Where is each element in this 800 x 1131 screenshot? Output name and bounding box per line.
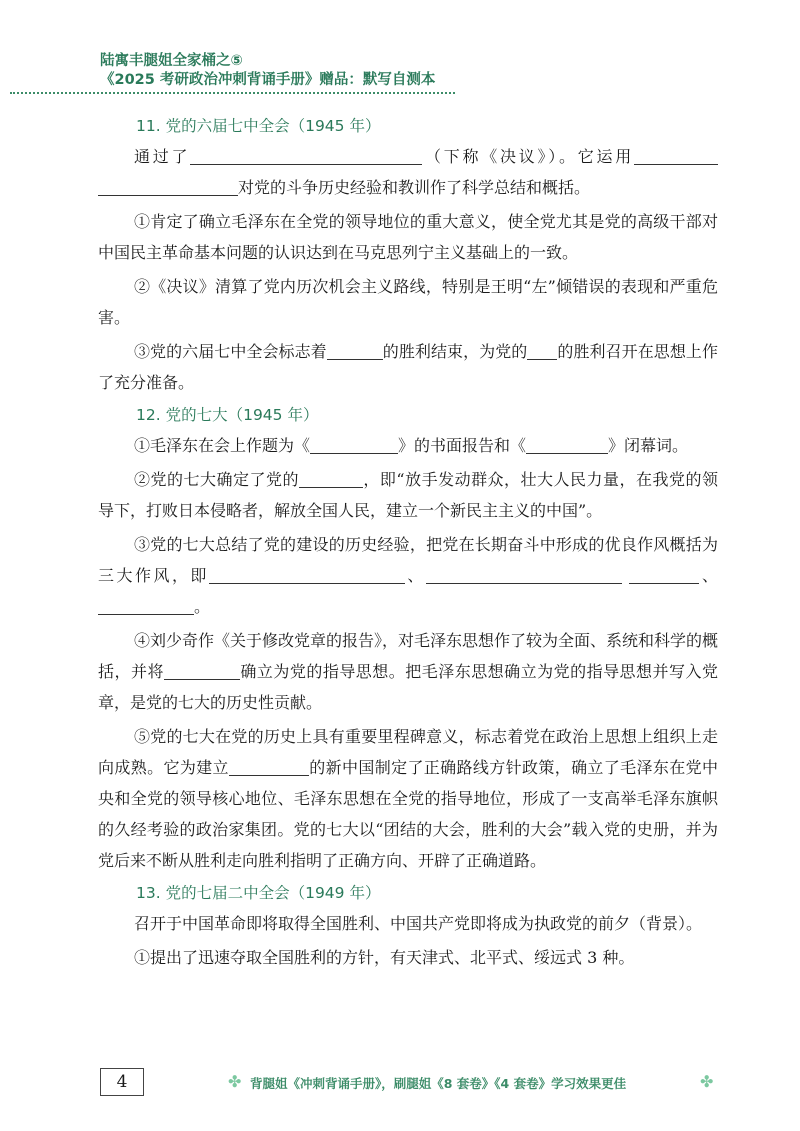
- text-run: 的胜利召开在思想上作了充分准备。: [98, 342, 718, 392]
- paragraph: [98, 721, 718, 876]
- fill-in-blank[interactable]: [327, 341, 383, 360]
- page-footer: [100, 1068, 722, 1098]
- text-run: 的胜利结束，为党的: [382, 342, 528, 361]
- paragraph: [98, 206, 718, 268]
- paragraph: [98, 942, 718, 973]
- text-run: 、: [699, 566, 718, 585]
- footer-promo-text: 背腿姐《冲刺背诵手册》，刷腿姐《8 套卷》《4 套卷》学习效果更佳: [250, 1076, 627, 1091]
- text-run: 对党的斗争历史经验和教训作了科学总结和概括。: [238, 178, 591, 197]
- text-run: 、: [404, 566, 426, 585]
- text-run: （下称《决议》）。它运用: [422, 147, 634, 166]
- text-run: ①提出了迅速夺取全国胜利的方针，有天津式、北平式、绥远式 3 种。: [134, 948, 635, 967]
- text-run: [622, 566, 630, 585]
- fill-in-blank[interactable]: [209, 565, 405, 584]
- text-run: ⑤党的七大在党的历史上具有重要里程碑意义，标志着党在政治上思想上组织上走向成熟。它为建立: [98, 727, 718, 777]
- fill-in-blank[interactable]: [299, 469, 363, 488]
- section-title: 11. 党的六届七中全会（1945 年）: [136, 117, 381, 135]
- section-title: 12. 党的七大（1945 年）: [136, 406, 319, 424]
- fill-in-blank[interactable]: [629, 565, 699, 584]
- text-run: ②《决议》清算了党内历次机会主义路线，特别是王明“左”倾错误的表现和严重危害。: [98, 277, 718, 327]
- fill-in-blank[interactable]: [190, 146, 422, 165]
- text-run: ③党的六届七中全会标志着: [134, 342, 327, 361]
- text-run: ①肯定了确立毛泽东在全党的领导地位的重大意义，使全党尤其是党的高级干部对中国民主革命基本问题的认识达到在马克思列宁主义基础上的一致。: [98, 212, 718, 262]
- text-run: ①毛泽东在会上作题为《: [134, 436, 311, 455]
- page-header: [100, 52, 660, 90]
- fill-in-blank[interactable]: [229, 757, 309, 776]
- paragraph: [98, 430, 718, 461]
- fill-in-blank[interactable]: [310, 435, 398, 454]
- paragraph: [98, 908, 718, 939]
- fill-in-blank[interactable]: [98, 596, 194, 615]
- header-series-title: 陆寓丰腿姐全家桶之⑤: [100, 53, 243, 69]
- text-run: 》的书面报告和《: [398, 436, 527, 455]
- fill-in-blank[interactable]: [526, 435, 608, 454]
- paragraph: [98, 464, 718, 526]
- text-run: 的新中国制定了正确路线方针政策，确立了毛泽东在党中央和全党的领导核心地位、毛泽东思想在全党的指导地位，形成了一支高举毛泽东旗帜的久经考验的政治家集团。党的七大以“团结的大会，胜利的大会”载入党的史册，并为党后来不断从胜利走向胜利指明了正确方向、开辟了正确道路。: [98, 758, 718, 870]
- text-run: 确立为党的指导思想。把毛泽东思想确立为党的指导思想并写入党章，是党的七大的历史性贡献。: [98, 662, 718, 712]
- text-run: ③党的七大总结了党的建设的历史经验，把党在长期奋斗中形成的优良作风概括为三大作风，即: [98, 535, 718, 585]
- text-run: 。: [194, 597, 211, 616]
- fill-in-blank[interactable]: [98, 177, 238, 196]
- text-run: ，即“放手发动群众，壮大人民力量，在我党的领导下，打败日本侵略者，解放全国人民，建立一个新民主主义的中国”。: [98, 470, 718, 520]
- text-run: ④刘少奇作《关于修改党章的报告》，对毛泽东思想作了较为全面、系统和科学的概括，并将: [98, 631, 719, 681]
- text-run: 》闭幕词。: [608, 436, 689, 455]
- main-content: [98, 112, 718, 976]
- paragraph: [98, 625, 718, 718]
- page-number: 4: [100, 1068, 144, 1096]
- clover-right-icon: ✤: [700, 1072, 714, 1091]
- header-divider: [10, 92, 455, 94]
- clover-left-icon: ✤: [228, 1072, 242, 1091]
- paragraph: [98, 529, 718, 622]
- text-run: ②党的七大确定了党的: [134, 470, 299, 489]
- fill-in-blank[interactable]: [634, 146, 718, 165]
- header-book-title: 《2025 考研政治冲刺背诵手册》赠品：默写自测本: [100, 72, 436, 88]
- fill-in-blank[interactable]: [527, 341, 557, 360]
- paragraph: [98, 141, 718, 203]
- text-run: 召开于中国革命即将取得全国胜利、中国共产党即将成为执政党的前夕（背景）。: [134, 914, 703, 933]
- paragraph: [98, 271, 718, 333]
- section-title: 13. 党的七届二中全会（1949 年）: [136, 884, 381, 902]
- fill-in-blank[interactable]: [164, 661, 240, 680]
- paragraph: [98, 336, 718, 398]
- fill-in-blank[interactable]: [426, 565, 622, 584]
- text-run: 通过了: [134, 147, 191, 166]
